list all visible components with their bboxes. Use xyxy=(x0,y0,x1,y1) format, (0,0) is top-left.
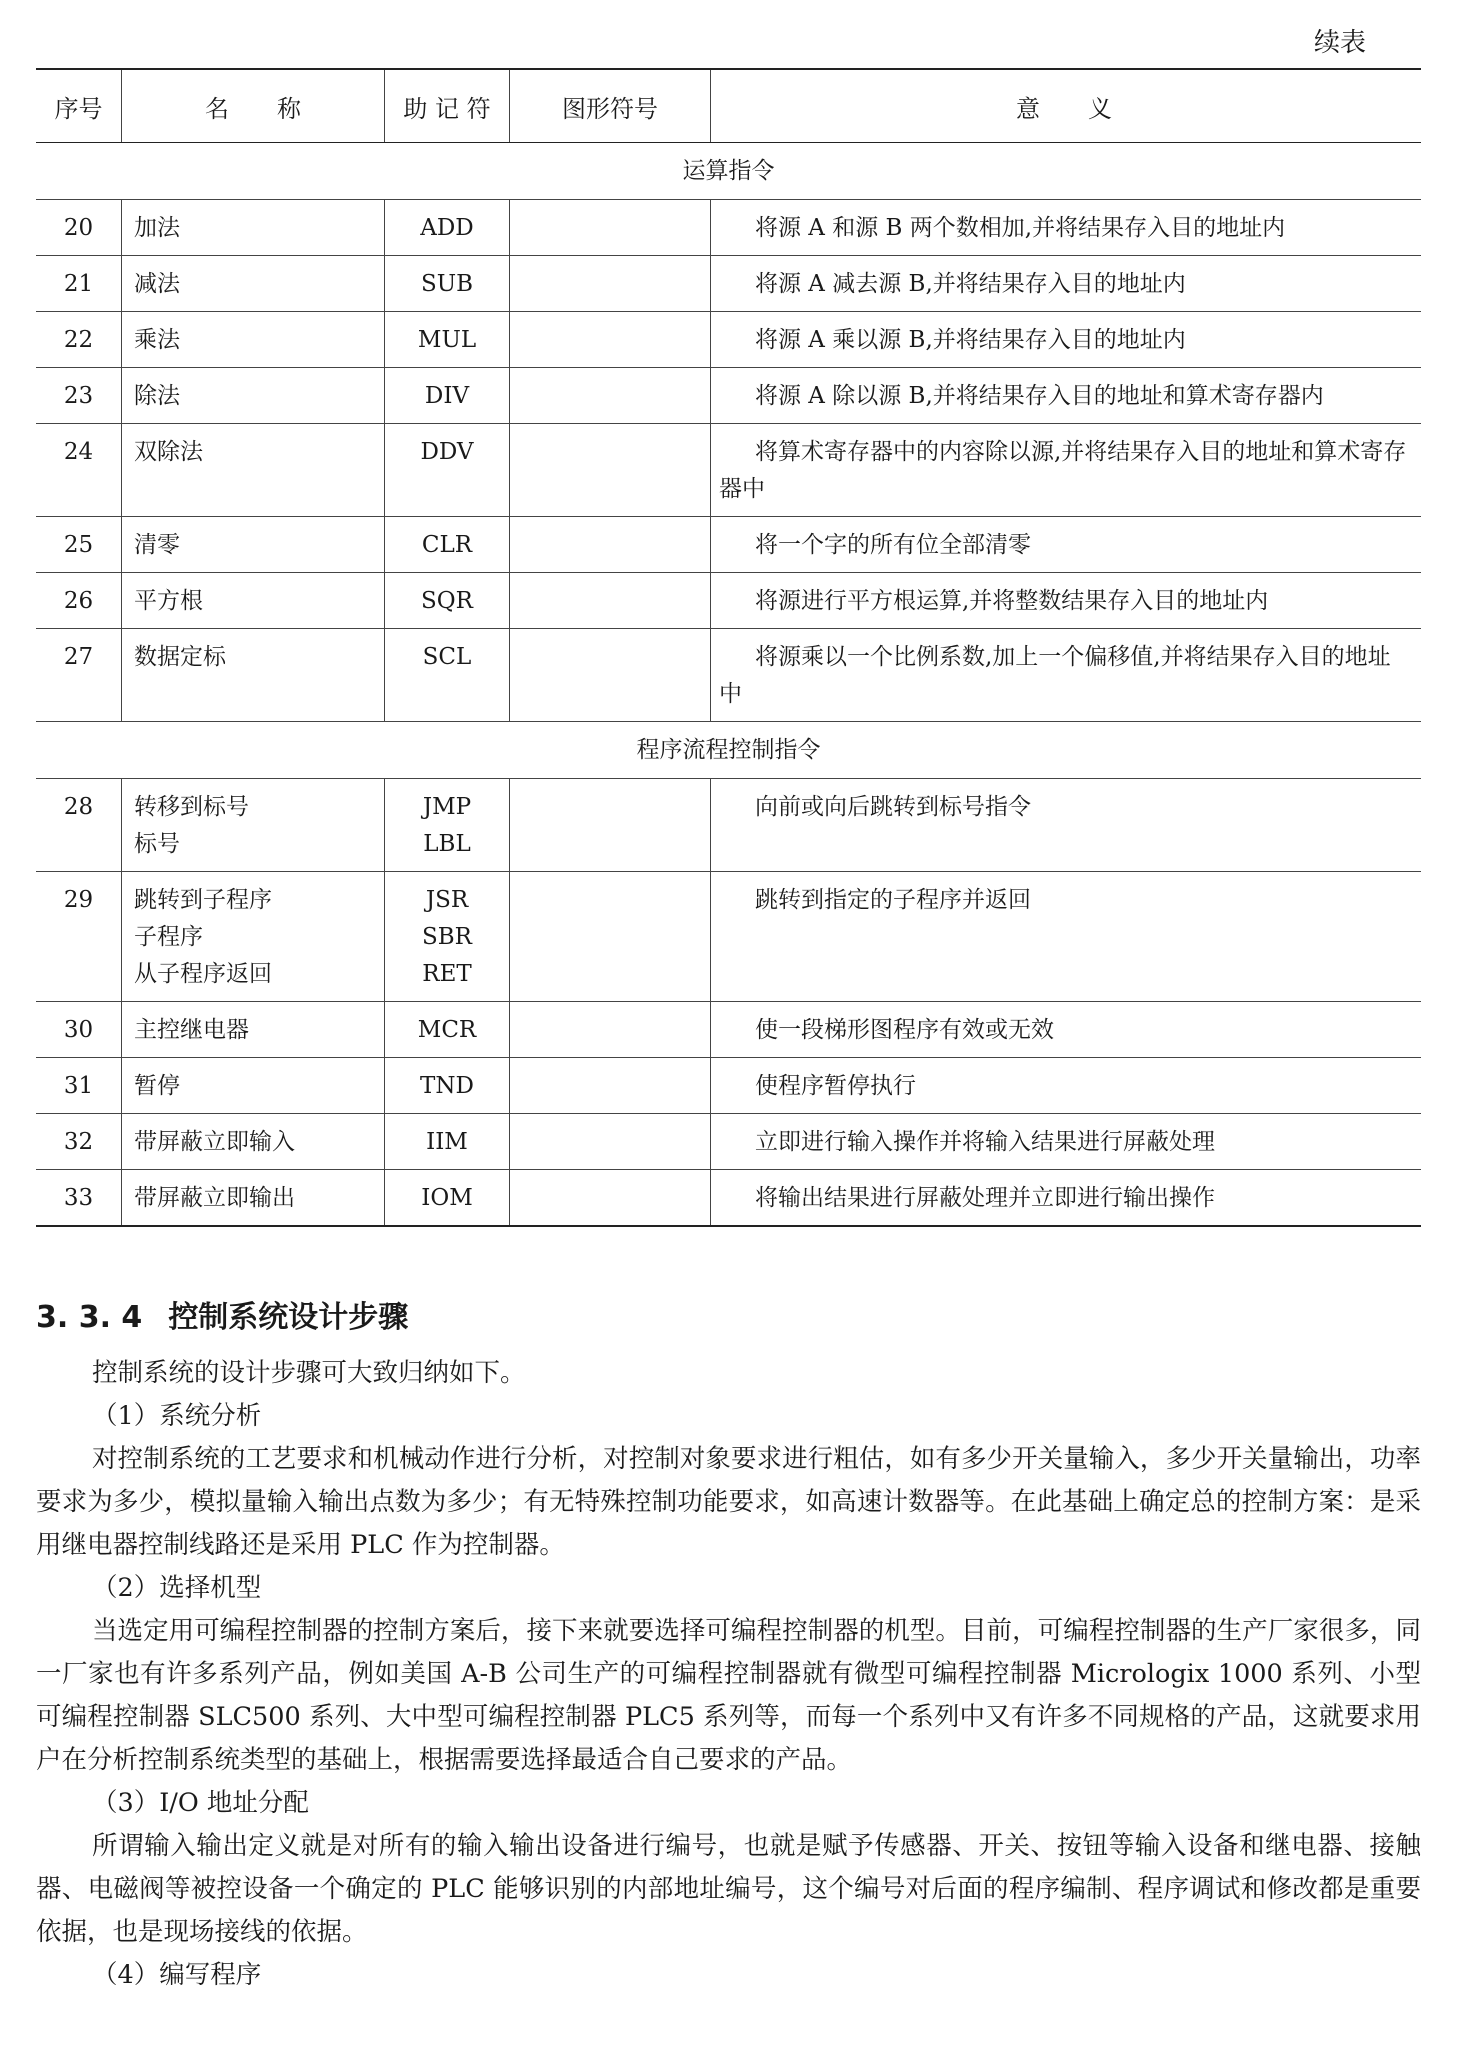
cell-meaning: 将算术寄存器中的内容除以源,并将结果存入目的地址和算术寄存器中 xyxy=(711,424,1422,517)
cell-name xyxy=(122,368,385,424)
mnemonic-line: DIV xyxy=(424,383,470,409)
mnemonic-line: SCL xyxy=(422,644,472,670)
name-line: 带屏蔽立即输出 xyxy=(134,1185,295,1211)
cell-meaning: 将源 A 和源 B 两个数相加,并将结果存入目的地址内 xyxy=(711,200,1422,256)
name-line: 清零 xyxy=(134,532,180,558)
name-line: 数据定标 xyxy=(134,644,226,670)
table-row xyxy=(36,629,1421,722)
cell-index: 30 xyxy=(36,1002,122,1058)
cell-name xyxy=(122,200,385,256)
paragraph: 当选定用可编程控制器的控制方案后，接下来就要选择可编程控制器的机型。目前，可编程控制器的生产厂家很多，同一厂家也有许多系列产品，例如美国 A-B 公司生产的可编程控制器就有微型可编程控制器 Micrologix 1000 系列、小型可编程控制器 SLC500 系列、大中型可编程控制器 PLC5 系列等，而每一个系列中又有许多不同规格的产品，这就要求用户在分析控制系统类型的基础上，根据需要选择最适合自己要求的产品。 xyxy=(36,1616,1421,1775)
cell-index: 33 xyxy=(36,1170,122,1227)
continued-label: 续表 xyxy=(1313,28,1366,58)
name-line: 双除法 xyxy=(134,439,203,465)
cell-graphic-symbol xyxy=(510,573,711,629)
cell-mnemonic xyxy=(385,312,510,368)
cell-name xyxy=(122,872,385,1002)
table-row xyxy=(36,1002,1421,1058)
cell-mnemonic xyxy=(385,368,510,424)
header-graphic-symbol: 图形符号 xyxy=(510,69,711,143)
table-section-row xyxy=(36,722,1421,779)
table-row xyxy=(36,1170,1421,1227)
cell-mnemonic xyxy=(385,1170,510,1227)
cell-meaning: 使一段梯形图程序有效或无效 xyxy=(711,1002,1422,1058)
cell-name xyxy=(122,1002,385,1058)
mnemonic-line: TND xyxy=(420,1073,474,1099)
cell-index: 29 xyxy=(36,872,122,1002)
cell-meaning: 跳转到指定的子程序并返回 xyxy=(711,872,1422,1002)
cell-mnemonic xyxy=(385,1058,510,1114)
cell-meaning: 将一个字的所有位全部清零 xyxy=(711,517,1422,573)
cell-name xyxy=(122,629,385,722)
mnemonic-line: JSR xyxy=(425,887,469,913)
cell-graphic-symbol xyxy=(510,256,711,312)
section-heading xyxy=(36,1292,408,1336)
cell-name xyxy=(122,1170,385,1227)
mnemonic-line: SBR xyxy=(422,924,472,950)
cell-graphic-symbol xyxy=(510,424,711,517)
cell-meaning: 将源 A 乘以源 B,并将结果存入目的地址内 xyxy=(711,312,1422,368)
table-row xyxy=(36,424,1421,517)
table-row xyxy=(36,256,1421,312)
cell-index: 24 xyxy=(36,424,122,517)
name-line: 乘法 xyxy=(134,327,180,353)
mnemonic-line: JMP xyxy=(422,794,472,820)
name-line: 从子程序返回 xyxy=(134,961,272,987)
cell-name xyxy=(122,573,385,629)
table-section-row xyxy=(36,143,1421,200)
cell-meaning: 将源 A 除以源 B,并将结果存入目的地址和算术寄存器内 xyxy=(711,368,1422,424)
table-row xyxy=(36,517,1421,573)
paragraph: 对控制系统的工艺要求和机械动作进行分析，对控制对象要求进行粗估，如有多少开关量输入，多少开关量输出，功率要求为多少，模拟量输入输出点数为多少；有无特殊控制功能要求，如高速计数器等。在此基础上确定总的控制方案：是采用继电器控制线路还是采用 PLC 作为控制器。 xyxy=(36,1444,1421,1560)
table-row xyxy=(36,779,1421,872)
table-row xyxy=(36,200,1421,256)
table-header-row xyxy=(36,69,1421,143)
header-name: 名 称 xyxy=(122,69,385,143)
cell-graphic-symbol xyxy=(510,368,711,424)
cell-meaning: 将源 A 减去源 B,并将结果存入目的地址内 xyxy=(711,256,1422,312)
cell-index: 23 xyxy=(36,368,122,424)
cell-graphic-symbol xyxy=(510,1058,711,1114)
cell-name xyxy=(122,1058,385,1114)
header-index: 序号 xyxy=(36,69,122,143)
section-title: 控制系统设计步骤 xyxy=(168,1300,409,1335)
cell-graphic-symbol xyxy=(510,200,711,256)
cell-name xyxy=(122,779,385,872)
mnemonic-line: ADD xyxy=(420,215,474,241)
table-row xyxy=(36,1114,1421,1170)
subheading: （4）编写程序 xyxy=(92,1960,262,1990)
name-line: 跳转到子程序 xyxy=(134,887,272,913)
table-row xyxy=(36,368,1421,424)
cell-mnemonic xyxy=(385,256,510,312)
cell-meaning: 使程序暂停执行 xyxy=(711,1058,1422,1114)
table-row xyxy=(36,1058,1421,1114)
name-line: 平方根 xyxy=(134,588,203,614)
mnemonic-line: SQR xyxy=(421,588,473,614)
header-meaning: 意 义 xyxy=(711,69,1422,143)
name-line: 加法 xyxy=(134,215,180,241)
cell-graphic-symbol xyxy=(510,312,711,368)
subheading: （1）系统分析 xyxy=(92,1401,262,1431)
cell-name xyxy=(122,256,385,312)
cell-graphic-symbol xyxy=(510,779,711,872)
cell-index: 26 xyxy=(36,573,122,629)
mnemonic-line: IOM xyxy=(421,1185,473,1211)
cell-meaning: 向前或向后跳转到标号指令 xyxy=(711,779,1422,872)
cell-mnemonic xyxy=(385,573,510,629)
mnemonic-line: CLR xyxy=(421,532,473,558)
cell-index: 22 xyxy=(36,312,122,368)
cell-graphic-symbol xyxy=(510,517,711,573)
cell-index: 27 xyxy=(36,629,122,722)
cell-mnemonic xyxy=(385,1114,510,1170)
cell-graphic-symbol xyxy=(510,1170,711,1227)
section-title-cell: 运算指令 xyxy=(36,143,1421,200)
cell-name xyxy=(122,517,385,573)
name-line: 转移到标号 xyxy=(134,794,249,820)
cell-meaning: 将源进行平方根运算,并将整数结果存入目的地址内 xyxy=(711,573,1422,629)
mnemonic-line: MUL xyxy=(417,327,477,353)
cell-index: 20 xyxy=(36,200,122,256)
name-line: 主控继电器 xyxy=(134,1017,249,1043)
instruction-table xyxy=(36,68,1421,1227)
name-line: 除法 xyxy=(134,383,180,409)
table-row xyxy=(36,872,1421,1002)
mnemonic-line: LBL xyxy=(423,831,471,857)
cell-meaning: 立即进行输入操作并将输入结果进行屏蔽处理 xyxy=(711,1114,1422,1170)
section-title-cell: 程序流程控制指令 xyxy=(36,722,1421,779)
mnemonic-line: RET xyxy=(422,961,472,987)
cell-mnemonic xyxy=(385,872,510,1002)
paragraph: 所谓输入输出定义就是对所有的输入输出设备进行编号，也就是赋予传感器、开关、按钮等输入设备和继电器、接触器、电磁阀等被控设备一个确定的 PLC 能够识别的内部地址编号，这个编号对后面的程序编制、程序调试和修改都是重要依据，也是现场接线的依据。 xyxy=(36,1831,1421,1947)
cell-graphic-symbol xyxy=(510,872,711,1002)
cell-index: 25 xyxy=(36,517,122,573)
cell-graphic-symbol xyxy=(510,1002,711,1058)
cell-index: 28 xyxy=(36,779,122,872)
mnemonic-line: IIM xyxy=(426,1129,468,1155)
cell-index: 32 xyxy=(36,1114,122,1170)
cell-graphic-symbol xyxy=(510,629,711,722)
mnemonic-line: MCR xyxy=(417,1017,477,1043)
subheading: （3）I/O 地址分配 xyxy=(92,1788,309,1818)
cell-graphic-symbol xyxy=(510,1114,711,1170)
table-row xyxy=(36,573,1421,629)
cell-mnemonic xyxy=(385,517,510,573)
cell-mnemonic xyxy=(385,1002,510,1058)
mnemonic-line: SUB xyxy=(420,271,474,297)
cell-mnemonic xyxy=(385,424,510,517)
cell-index: 31 xyxy=(36,1058,122,1114)
section-number: 3. 3. 4 xyxy=(36,1300,143,1335)
mnemonic-line: DDV xyxy=(420,439,474,465)
name-line: 标号 xyxy=(134,831,180,857)
name-line: 子程序 xyxy=(134,924,203,950)
paragraph: 控制系统的设计步骤可大致归纳如下。 xyxy=(92,1358,526,1388)
cell-mnemonic xyxy=(385,629,510,722)
name-line: 减法 xyxy=(134,271,180,297)
cell-meaning: 将源乘以一个比例系数,加上一个偏移值,并将结果存入目的地址中 xyxy=(711,629,1422,722)
cell-name xyxy=(122,1114,385,1170)
header-mnemonic: 助 记 符 xyxy=(385,69,510,143)
table-row xyxy=(36,312,1421,368)
cell-name xyxy=(122,312,385,368)
cell-mnemonic xyxy=(385,779,510,872)
name-line: 暂停 xyxy=(134,1073,180,1099)
name-line: 带屏蔽立即输入 xyxy=(134,1129,295,1155)
cell-mnemonic xyxy=(385,200,510,256)
cell-name xyxy=(122,424,385,517)
subheading: （2）选择机型 xyxy=(92,1573,262,1603)
cell-index: 21 xyxy=(36,256,122,312)
cell-meaning: 将输出结果进行屏蔽处理并立即进行输出操作 xyxy=(711,1170,1422,1227)
body-text xyxy=(36,1352,1421,1997)
